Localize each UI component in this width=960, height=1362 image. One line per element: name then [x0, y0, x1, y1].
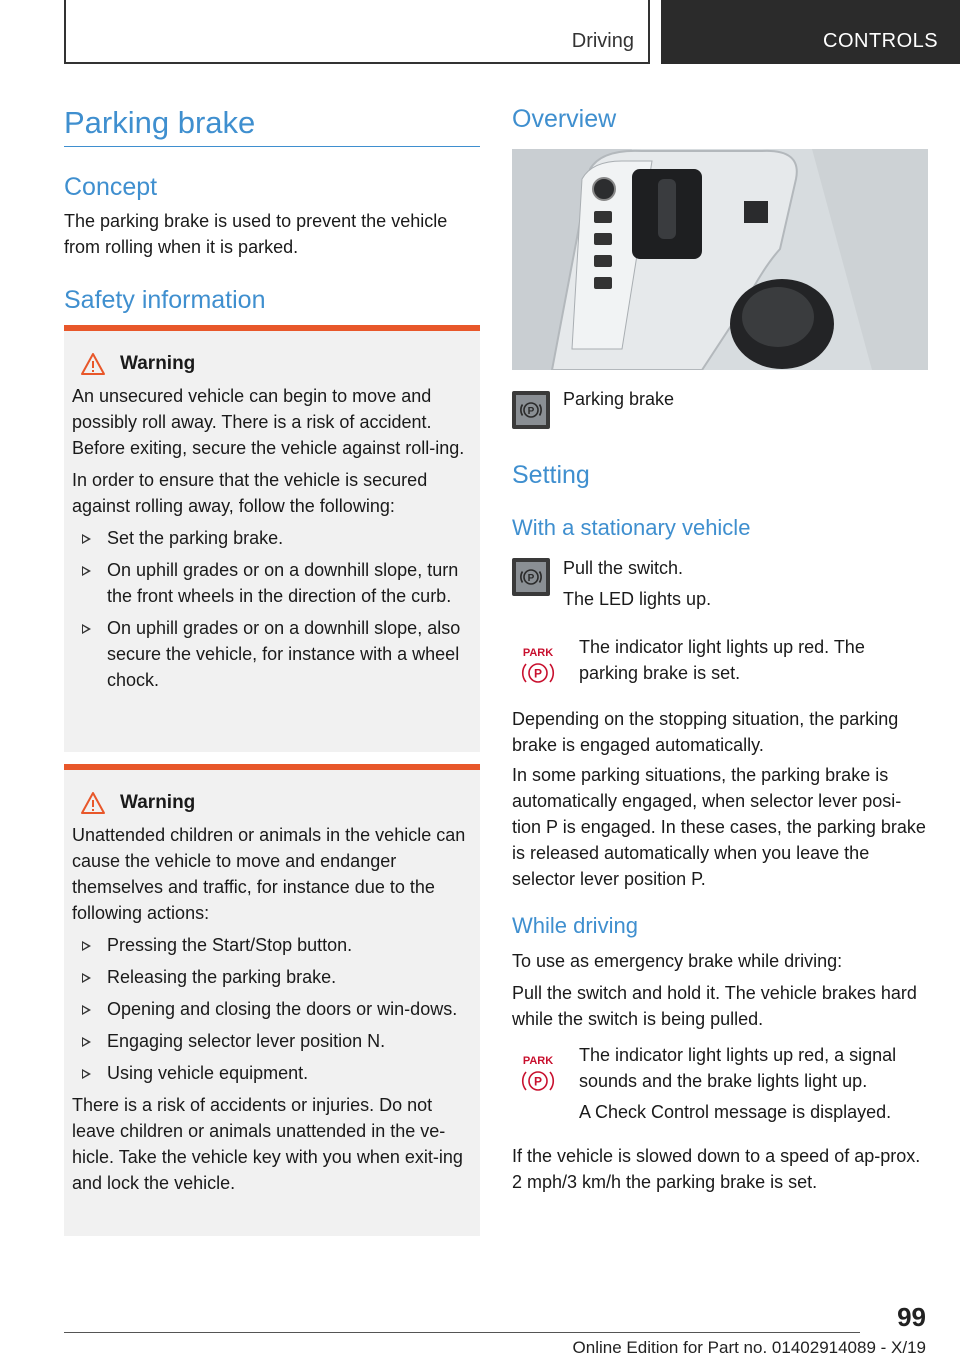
park-label: PARK [522, 647, 554, 659]
warning-icon [80, 352, 106, 376]
title-rule [64, 146, 480, 147]
list-item: Pressing the Start/Stop button. [72, 932, 472, 958]
list-item: Releasing the parking brake. [72, 964, 472, 990]
driving-indicator-2: A Check Control message is displayed. [579, 1102, 892, 1122]
triangle-bullet-icon [82, 1005, 91, 1015]
warning-box-1 [64, 325, 480, 752]
page-number: 99 [897, 1302, 926, 1332]
triangle-bullet-icon [82, 624, 91, 634]
park-indicator-icon [520, 1051, 556, 1097]
parking-brake-switch-icon [512, 391, 550, 429]
stationary-step-2: The LED lights up. [563, 589, 712, 609]
park-letter: P [533, 666, 543, 681]
driving-text-2: Pull the switch and hold it. The vehicle brakes hard while the switch is being pulled. [512, 983, 917, 1029]
overview-caption: Parking brake [563, 389, 675, 409]
triangle-bullet-icon [82, 941, 91, 951]
list-item: Using vehicle equipment. [72, 1060, 472, 1086]
park-letter: P [533, 1074, 543, 1089]
svg-text:P: P [527, 406, 535, 417]
depending-text: Depending on the stopping situation, the parking brake is engaged automatically. [512, 709, 899, 755]
header-chapter: CONTROLS [823, 30, 939, 52]
triangle-bullet-icon [82, 534, 91, 544]
warning-text: There is a risk of accidents or injuries. Do not leave children or animals unattended in the ve-hicle. Take the vehicle key with you when exit-ing and lock the vehicle. [72, 1095, 463, 1193]
warning-list [72, 932, 472, 1086]
header-chapter-box [661, 0, 960, 64]
triangle-bullet-icon [82, 1069, 91, 1079]
some-situations-text: In some parking situations, the parking brake is automatically engaged, when selector lever posi-tion P is engaged. In these cases, the parking brake is released automatically when you leave the selector lever position P. [512, 765, 926, 889]
warning-box-2 [64, 764, 480, 1236]
warning-icon [80, 791, 106, 815]
overview-heading: Overview [512, 105, 617, 133]
warning-title: Warning [120, 353, 196, 374]
warning-text: An unsecured vehicle can begin to move and possibly roll away. There is a risk of accident. Before exiting, secure the vehicle against roll-ing. [72, 386, 465, 458]
warning-text: Unattended children or animals in the vehicle can cause the vehicle to move and endanger themselves and traffic, for instance due to the following actions: [72, 825, 466, 923]
list-item: On uphill grades or on a downhill slope, also secure the vehicle, for instance with a wheel chock. [72, 615, 472, 693]
svg-text:P: P [527, 573, 535, 584]
driving-text-1: To use as emergency brake while driving: [512, 951, 843, 971]
slowed-text: If the vehicle is slowed down to a speed of ap-prox. 2 mph/3 km/h the parking brake is set. [512, 1146, 921, 1192]
triangle-bullet-icon [82, 566, 91, 576]
header-section-box [64, 0, 650, 64]
stationary-heading: With a stationary vehicle [512, 515, 751, 540]
list-item: Opening and closing the doors or win-dows. [72, 996, 472, 1022]
park-label: PARK [522, 1055, 554, 1067]
triangle-bullet-icon [82, 1037, 91, 1047]
concept-text: The parking brake is used to prevent the vehicle from rolling when it is parked. [64, 211, 448, 257]
center-console-photo [512, 149, 928, 370]
header-section: Driving [571, 30, 634, 52]
stationary-step-1: Pull the switch. [563, 558, 684, 578]
driving-heading: While driving [512, 913, 638, 938]
list-item: Engaging selector lever position N. [72, 1028, 472, 1054]
footer-edition: Online Edition for Part no. 01402914089 - X/19 [572, 1338, 926, 1357]
warning-title: Warning [120, 792, 196, 813]
parking-brake-switch-icon [512, 558, 550, 596]
concept-heading: Concept [64, 173, 158, 201]
warning-list [72, 525, 472, 693]
setting-heading: Setting [512, 461, 590, 489]
safety-heading: Safety information [64, 286, 266, 314]
list-item: Set the parking brake. [72, 525, 472, 551]
park-indicator-icon [520, 643, 556, 689]
page-title: Parking brake [64, 105, 256, 140]
footer-rule [64, 1332, 860, 1333]
triangle-bullet-icon [82, 973, 91, 983]
warning-text: In order to ensure that the vehicle is secured against rolling away, follow the following: [72, 470, 428, 516]
driving-indicator-1: The indicator light lights up red, a signal sounds and the brake lights light up. [579, 1045, 897, 1091]
list-item: On uphill grades or on a downhill slope, turn the front wheels in the direction of the curb. [72, 557, 472, 609]
indicator-text: The indicator light lights up red. The parking brake is set. [579, 637, 865, 683]
